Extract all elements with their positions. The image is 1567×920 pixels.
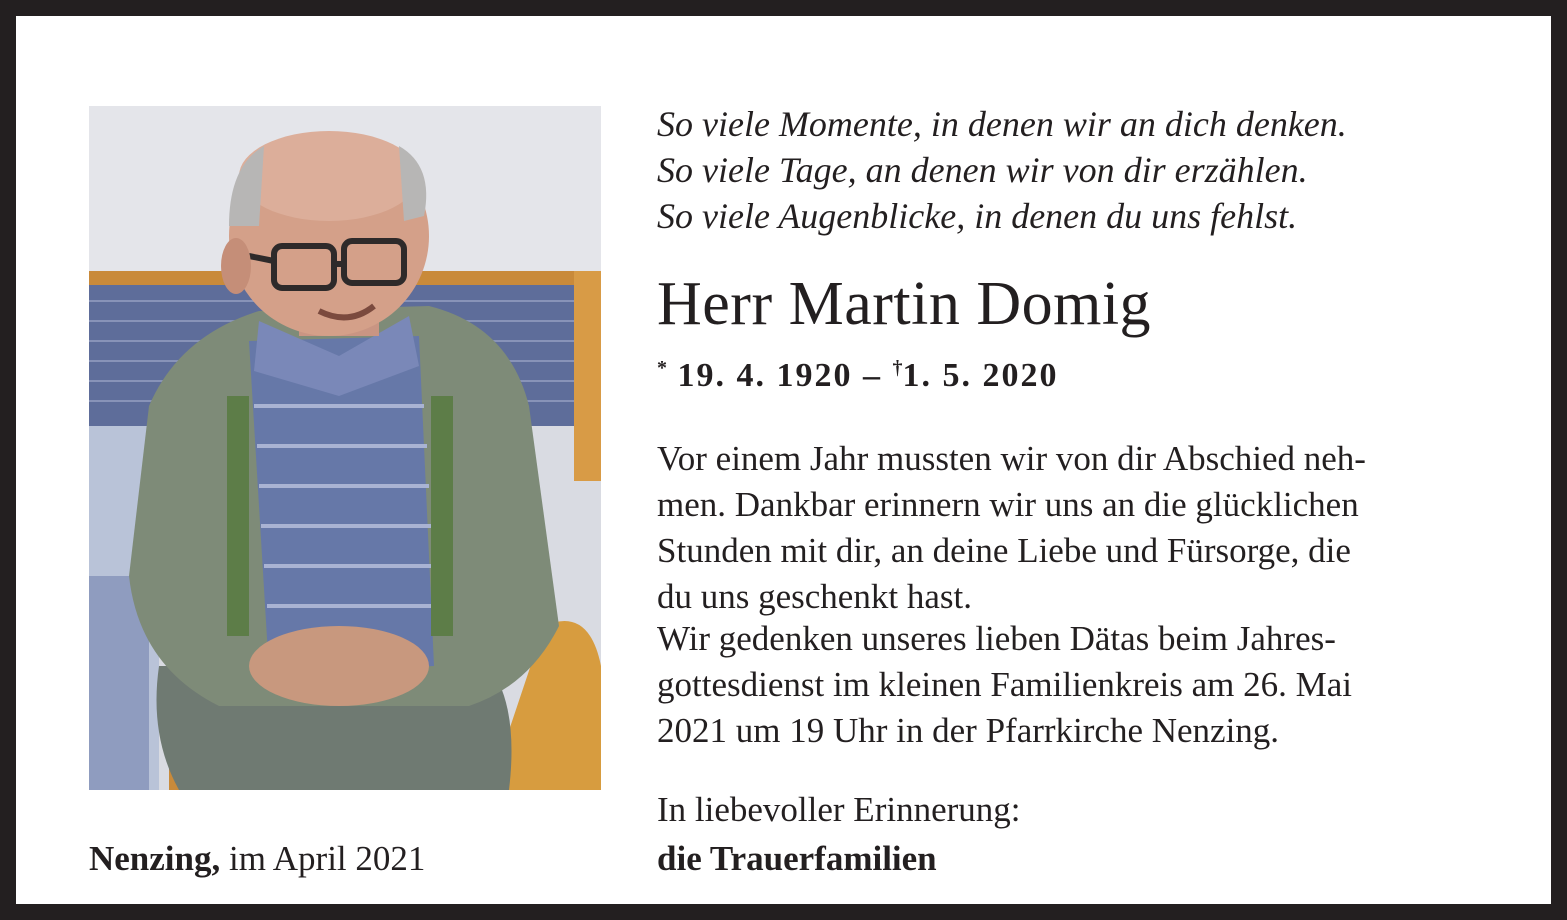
closing-text: In liebevoller Erinnerung: xyxy=(657,790,1021,829)
family-signature: die Trauerfamilien xyxy=(657,839,937,878)
paragraph-line: men. Dankbar erinnern wir uns an die glücklichen xyxy=(657,485,1359,524)
place-date: im April 2021 xyxy=(220,839,426,878)
place-and-date xyxy=(89,836,425,882)
memorial-poem xyxy=(657,101,1557,239)
portrait-photo xyxy=(89,106,601,790)
paragraph-line: Vor einem Jahr mussten wir von dir Abschied neh- xyxy=(657,439,1366,478)
paragraph-line: Wir gedenken unseres lieben Dätas beim Jahres- xyxy=(657,619,1336,658)
life-dates xyxy=(657,346,1059,398)
date-separator: – xyxy=(852,357,893,394)
message-paragraph-2 xyxy=(657,616,1537,754)
paragraph-line: du uns geschenkt hast. xyxy=(657,577,972,616)
poem-line-3: So viele Augenblicke, in denen du uns fehlst. xyxy=(657,196,1298,236)
deceased-name: Herr Martin Domig xyxy=(657,270,1152,338)
poem-line-2: So viele Tage, an denen wir von dir erzählen. xyxy=(657,150,1308,190)
death-symbol: † xyxy=(892,357,903,379)
death-date: 1. 5. 2020 xyxy=(902,357,1059,394)
paragraph-line: 2021 um 19 Uhr in der Pfarrkirche Nenzing. xyxy=(657,711,1280,750)
paragraph-line: gottesdienst im kleinen Familienkreis am 26. Mai xyxy=(657,665,1353,704)
birth-symbol: * xyxy=(657,357,667,379)
birth-date: 19. 4. 1920 xyxy=(677,357,853,394)
paragraph-line: Stunden mit dir, an deine Liebe und Fürsorge, die xyxy=(657,531,1351,570)
poem-line-1: So viele Momente, in denen wir an dich denken. xyxy=(657,104,1347,144)
place-name: Nenzing, xyxy=(89,839,221,878)
message-paragraph-1 xyxy=(657,436,1537,620)
